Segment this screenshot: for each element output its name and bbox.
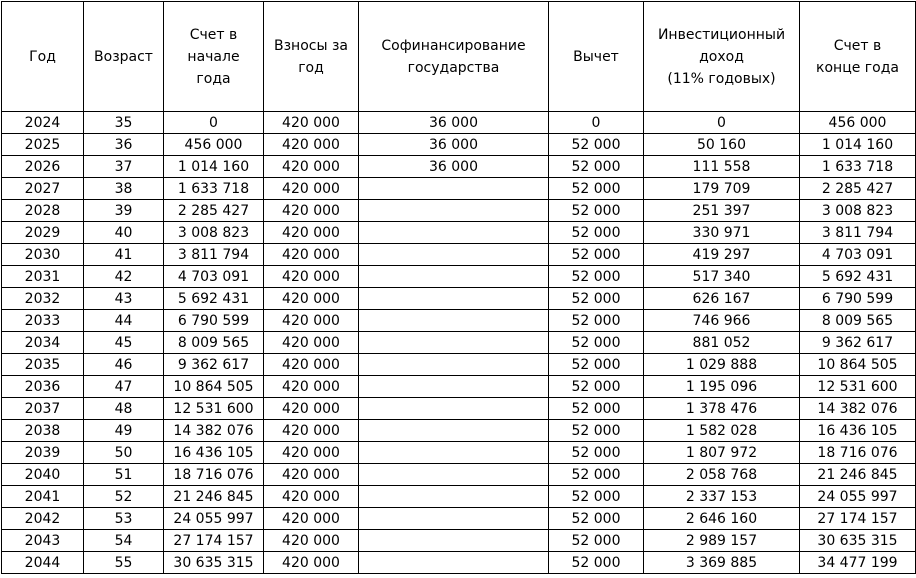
cell-deduction: 52 000 <box>549 156 644 178</box>
cell-year: 2044 <box>2 552 84 574</box>
cell-contributions: 420 000 <box>264 134 359 156</box>
table-row <box>2 508 916 530</box>
cell-end-balance: 24 055 997 <box>800 486 916 508</box>
header-text: Счет в <box>189 26 238 43</box>
cell-year: 2040 <box>2 464 84 486</box>
cell-age: 44 <box>84 310 164 332</box>
cell-deduction: 52 000 <box>549 332 644 354</box>
cell-investment-income: 179 709 <box>644 178 800 200</box>
cell-year: 2028 <box>2 200 84 222</box>
cell-investment-income: 419 297 <box>644 244 800 266</box>
cell-age: 41 <box>84 244 164 266</box>
cell-cofinancing: 36 000 <box>359 156 549 178</box>
cell-start-balance: 18 716 076 <box>164 464 264 486</box>
cell-end-balance: 5 692 431 <box>800 266 916 288</box>
cell-year: 2041 <box>2 486 84 508</box>
cell-investment-income: 2 989 157 <box>644 530 800 552</box>
cell-age: 54 <box>84 530 164 552</box>
table-row <box>2 332 916 354</box>
cell-deduction: 52 000 <box>549 420 644 442</box>
table-row <box>2 464 916 486</box>
cell-age: 46 <box>84 354 164 376</box>
header-text: Возраст <box>94 48 153 65</box>
cell-contributions: 420 000 <box>264 442 359 464</box>
header-text: Взносы за <box>274 37 348 54</box>
cell-investment-income: 50 160 <box>644 134 800 156</box>
cell-start-balance: 1 633 718 <box>164 178 264 200</box>
cell-contributions: 420 000 <box>264 288 359 310</box>
cell-start-balance: 2 285 427 <box>164 200 264 222</box>
table-row <box>2 398 916 420</box>
cell-end-balance: 27 174 157 <box>800 508 916 530</box>
cell-cofinancing <box>359 420 549 442</box>
cell-year: 2032 <box>2 288 84 310</box>
cell-investment-income: 2 337 153 <box>644 486 800 508</box>
table-row <box>2 486 916 508</box>
cell-age: 51 <box>84 464 164 486</box>
cell-age: 45 <box>84 332 164 354</box>
cell-start-balance: 16 436 105 <box>164 442 264 464</box>
table-row <box>2 244 916 266</box>
table-row <box>2 354 916 376</box>
cell-end-balance: 18 716 076 <box>800 442 916 464</box>
cell-investment-income: 1 807 972 <box>644 442 800 464</box>
cell-cofinancing: 36 000 <box>359 134 549 156</box>
table-row <box>2 112 916 134</box>
header-text: Счет в <box>833 37 882 54</box>
cell-cofinancing <box>359 530 549 552</box>
cell-investment-income: 251 397 <box>644 200 800 222</box>
cell-deduction: 52 000 <box>549 310 644 332</box>
cell-age: 48 <box>84 398 164 420</box>
cell-year: 2030 <box>2 244 84 266</box>
cell-deduction: 52 000 <box>549 464 644 486</box>
cell-deduction: 52 000 <box>549 200 644 222</box>
cell-investment-income: 330 971 <box>644 222 800 244</box>
cell-age: 50 <box>84 442 164 464</box>
header-text: доход <box>699 48 744 65</box>
cell-end-balance: 4 703 091 <box>800 244 916 266</box>
table-row <box>2 552 916 574</box>
cell-year: 2033 <box>2 310 84 332</box>
table-row <box>2 310 916 332</box>
cell-end-balance: 34 477 199 <box>800 552 916 574</box>
cell-investment-income: 746 966 <box>644 310 800 332</box>
cell-age: 35 <box>84 112 164 134</box>
table-row <box>2 134 916 156</box>
header-text: Софинансирование <box>381 37 526 54</box>
cell-age: 37 <box>84 156 164 178</box>
cell-end-balance: 3 811 794 <box>800 222 916 244</box>
cell-contributions: 420 000 <box>264 398 359 420</box>
cell-deduction: 52 000 <box>549 398 644 420</box>
table-row <box>2 156 916 178</box>
cell-end-balance: 21 246 845 <box>800 464 916 486</box>
col-header-year <box>2 2 84 112</box>
col-header-end-balance <box>800 2 916 112</box>
cell-start-balance: 14 382 076 <box>164 420 264 442</box>
cell-cofinancing <box>359 310 549 332</box>
cell-cofinancing: 36 000 <box>359 112 549 134</box>
cell-end-balance: 12 531 600 <box>800 376 916 398</box>
table-row <box>2 200 916 222</box>
cell-contributions: 420 000 <box>264 332 359 354</box>
cell-investment-income: 517 340 <box>644 266 800 288</box>
table-row <box>2 222 916 244</box>
cell-start-balance: 6 790 599 <box>164 310 264 332</box>
cell-contributions: 420 000 <box>264 244 359 266</box>
cell-deduction: 52 000 <box>549 244 644 266</box>
cell-cofinancing <box>359 464 549 486</box>
cell-deduction: 52 000 <box>549 134 644 156</box>
cell-contributions: 420 000 <box>264 200 359 222</box>
cell-cofinancing <box>359 552 549 574</box>
cell-year: 2035 <box>2 354 84 376</box>
cell-contributions: 420 000 <box>264 376 359 398</box>
cell-deduction: 52 000 <box>549 178 644 200</box>
cell-end-balance: 10 864 505 <box>800 354 916 376</box>
cell-cofinancing <box>359 288 549 310</box>
cell-contributions: 420 000 <box>264 178 359 200</box>
cell-end-balance: 456 000 <box>800 112 916 134</box>
cell-contributions: 420 000 <box>264 508 359 530</box>
cell-start-balance: 4 703 091 <box>164 266 264 288</box>
col-header-start-balance <box>164 2 264 112</box>
cell-start-balance: 10 864 505 <box>164 376 264 398</box>
cell-cofinancing <box>359 486 549 508</box>
cell-contributions: 420 000 <box>264 486 359 508</box>
cell-investment-income: 3 369 885 <box>644 552 800 574</box>
cell-end-balance: 16 436 105 <box>800 420 916 442</box>
cell-start-balance: 3 008 823 <box>164 222 264 244</box>
col-header-deduction <box>549 2 644 112</box>
col-header-investment-income <box>644 2 800 112</box>
col-header-cofinancing <box>359 2 549 112</box>
cell-cofinancing <box>359 398 549 420</box>
table-row <box>2 420 916 442</box>
cell-investment-income: 1 582 028 <box>644 420 800 442</box>
cell-end-balance: 6 790 599 <box>800 288 916 310</box>
header-text: Вычет <box>573 48 619 65</box>
cell-investment-income: 111 558 <box>644 156 800 178</box>
cell-deduction: 52 000 <box>549 486 644 508</box>
cell-cofinancing <box>359 178 549 200</box>
cell-year: 2029 <box>2 222 84 244</box>
table-row <box>2 266 916 288</box>
cell-deduction: 52 000 <box>549 222 644 244</box>
cell-year: 2037 <box>2 398 84 420</box>
cell-start-balance: 30 635 315 <box>164 552 264 574</box>
cell-start-balance: 0 <box>164 112 264 134</box>
table-header <box>2 2 916 112</box>
cell-end-balance: 8 009 565 <box>800 310 916 332</box>
cell-year: 2038 <box>2 420 84 442</box>
table-row <box>2 442 916 464</box>
cell-year: 2043 <box>2 530 84 552</box>
cell-end-balance: 3 008 823 <box>800 200 916 222</box>
cell-age: 43 <box>84 288 164 310</box>
cell-age: 49 <box>84 420 164 442</box>
table-row <box>2 376 916 398</box>
cell-contributions: 420 000 <box>264 420 359 442</box>
cell-start-balance: 8 009 565 <box>164 332 264 354</box>
header-text: государства <box>407 59 500 76</box>
cell-contributions: 420 000 <box>264 552 359 574</box>
cell-deduction: 52 000 <box>549 354 644 376</box>
cell-year: 2039 <box>2 442 84 464</box>
cell-contributions: 420 000 <box>264 112 359 134</box>
cell-year: 2026 <box>2 156 84 178</box>
cell-investment-income: 2 058 768 <box>644 464 800 486</box>
cell-start-balance: 5 692 431 <box>164 288 264 310</box>
cell-contributions: 420 000 <box>264 310 359 332</box>
cell-deduction: 52 000 <box>549 508 644 530</box>
cell-year: 2025 <box>2 134 84 156</box>
table-body <box>2 112 916 574</box>
cell-end-balance: 9 362 617 <box>800 332 916 354</box>
cell-year: 2031 <box>2 266 84 288</box>
header-text: Инвестиционный <box>657 26 786 43</box>
cell-end-balance: 30 635 315 <box>800 530 916 552</box>
header-text: год <box>298 59 324 76</box>
cell-start-balance: 12 531 600 <box>164 398 264 420</box>
header-text: (11% годовых) <box>667 70 776 87</box>
cell-deduction: 52 000 <box>549 288 644 310</box>
cell-deduction: 52 000 <box>549 530 644 552</box>
cell-age: 42 <box>84 266 164 288</box>
cell-start-balance: 456 000 <box>164 134 264 156</box>
cell-age: 47 <box>84 376 164 398</box>
cell-cofinancing <box>359 354 549 376</box>
cell-contributions: 420 000 <box>264 530 359 552</box>
cell-end-balance: 14 382 076 <box>800 398 916 420</box>
cell-investment-income: 1 195 096 <box>644 376 800 398</box>
cell-start-balance: 21 246 845 <box>164 486 264 508</box>
cell-age: 38 <box>84 178 164 200</box>
table-row <box>2 178 916 200</box>
cell-investment-income: 0 <box>644 112 800 134</box>
cell-contributions: 420 000 <box>264 156 359 178</box>
cell-cofinancing <box>359 442 549 464</box>
header-row <box>2 2 916 112</box>
cell-age: 36 <box>84 134 164 156</box>
cell-deduction: 52 000 <box>549 442 644 464</box>
cell-start-balance: 27 174 157 <box>164 530 264 552</box>
cell-investment-income: 881 052 <box>644 332 800 354</box>
col-header-age <box>84 2 164 112</box>
cell-year: 2034 <box>2 332 84 354</box>
cell-cofinancing <box>359 266 549 288</box>
cell-cofinancing <box>359 244 549 266</box>
cell-contributions: 420 000 <box>264 266 359 288</box>
cell-end-balance: 1 014 160 <box>800 134 916 156</box>
cell-age: 55 <box>84 552 164 574</box>
cell-year: 2024 <box>2 112 84 134</box>
investment-table <box>1 1 916 574</box>
cell-start-balance: 24 055 997 <box>164 508 264 530</box>
cell-investment-income: 626 167 <box>644 288 800 310</box>
cell-age: 40 <box>84 222 164 244</box>
cell-contributions: 420 000 <box>264 464 359 486</box>
cell-contributions: 420 000 <box>264 354 359 376</box>
col-header-contributions <box>264 2 359 112</box>
cell-deduction: 52 000 <box>549 552 644 574</box>
cell-age: 52 <box>84 486 164 508</box>
cell-cofinancing <box>359 332 549 354</box>
cell-age: 39 <box>84 200 164 222</box>
cell-age: 53 <box>84 508 164 530</box>
cell-investment-income: 1 029 888 <box>644 354 800 376</box>
cell-year: 2036 <box>2 376 84 398</box>
cell-year: 2027 <box>2 178 84 200</box>
cell-year: 2042 <box>2 508 84 530</box>
cell-deduction: 52 000 <box>549 266 644 288</box>
header-text: Год <box>29 48 56 65</box>
cell-investment-income: 2 646 160 <box>644 508 800 530</box>
cell-end-balance: 2 285 427 <box>800 178 916 200</box>
cell-investment-income: 1 378 476 <box>644 398 800 420</box>
table-row <box>2 288 916 310</box>
cell-cofinancing <box>359 508 549 530</box>
header-text: начале <box>187 48 240 65</box>
cell-deduction: 0 <box>549 112 644 134</box>
cell-start-balance: 1 014 160 <box>164 156 264 178</box>
cell-start-balance: 3 811 794 <box>164 244 264 266</box>
table-row <box>2 530 916 552</box>
cell-cofinancing <box>359 376 549 398</box>
header-text: года <box>196 70 231 87</box>
cell-cofinancing <box>359 222 549 244</box>
cell-start-balance: 9 362 617 <box>164 354 264 376</box>
cell-deduction: 52 000 <box>549 376 644 398</box>
header-text: конце года <box>816 59 899 76</box>
cell-end-balance: 1 633 718 <box>800 156 916 178</box>
cell-contributions: 420 000 <box>264 222 359 244</box>
cell-cofinancing <box>359 200 549 222</box>
